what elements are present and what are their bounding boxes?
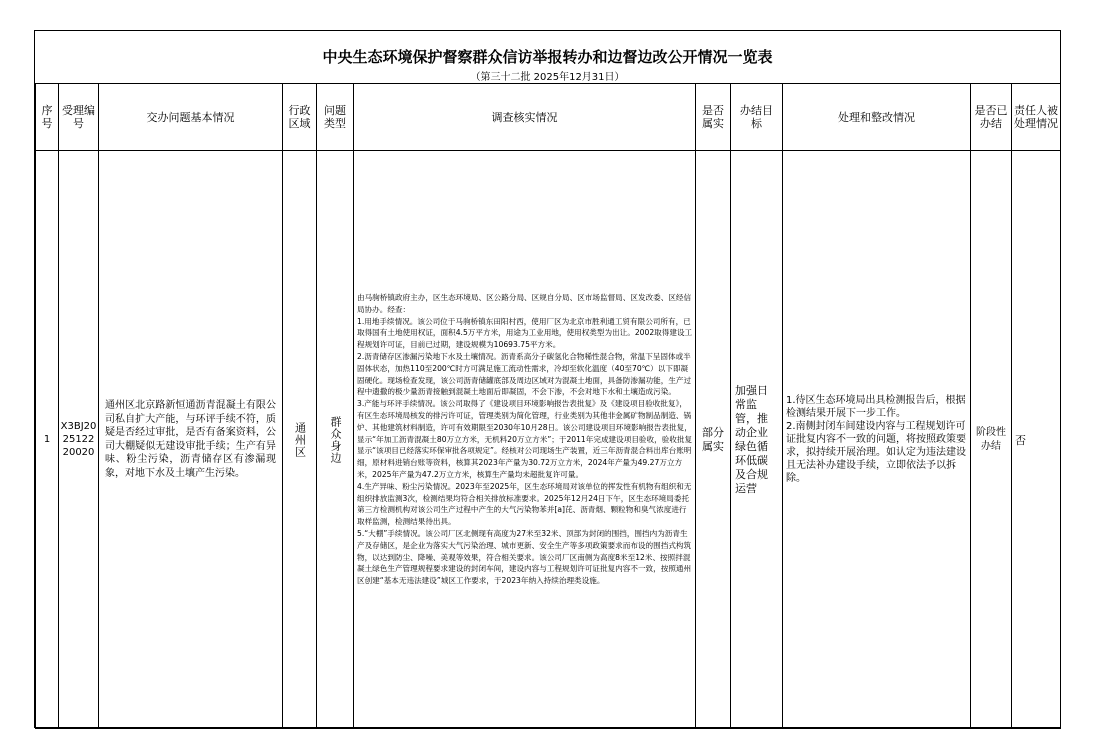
header-case-no: 受理编号	[59, 84, 99, 151]
header-district: 行政区域	[283, 84, 317, 151]
cell-district: 通州区	[283, 151, 317, 729]
investigation-paragraph: 4.生产异味、粉尘污染情况。2023年至2025年，区生态环境局对该单位的挥发性有机物有组织和无组织排放监测3次，检测结果均符合相关排放标准要求。2025年12月24日下午，区生态环境局委托第三方检测机构对该公司生产过程中产生的大气污染物苯并[a]芘、沥青烟、颗粒物和臭气浓度进行取样监测，检测结果待出具。	[357, 481, 692, 527]
cell-accountability: 否	[1012, 151, 1061, 729]
header-truthful: 是否属实	[696, 84, 731, 151]
title-block	[35, 31, 1060, 84]
table-header-row	[36, 84, 1061, 151]
cell-basic-info: 通州区北京路新恒通沥青混凝土有限公司私自扩大产能，与环评手续不符，质疑是否经过审批，是否有备案资料，公司大棚疑似无建设审批手续；生产有异味、粉尘污染，沥青储存区有渗漏现象，对地下水及土壤产生污染。	[99, 151, 283, 729]
cell-truthful: 部分属实	[696, 151, 731, 729]
investigation-paragraph: 由马驹桥镇政府主办，区生态环境局、区公路分局、区规自分局、区市场监督局、区发改委、区经信局协办。经查：	[357, 293, 692, 314]
handling-paragraph: 2.南侧封闭车间建设内容与工程规划许可证批复内容不一致的问题，将按照政策要求，拟持续开展治理。如认定为违法建设且无法补办建设手续，立即依法予以拆除。	[786, 421, 966, 484]
cell-goal: 加强日常监管，推动企业绿色循环低碳及合规运营	[731, 151, 783, 729]
table-row	[36, 151, 1061, 729]
header-investigation: 调查核实情况	[354, 84, 696, 151]
cell-issue-type: 群众身边	[317, 151, 354, 729]
handling-paragraph: 1.待区生态环境局出具检测报告后，根据检测结果开展下一步工作。	[786, 395, 966, 419]
header-issue-type: 问题类型	[317, 84, 354, 151]
investigation-text	[354, 292, 695, 587]
header-basic-info: 交办问题基本情况	[99, 84, 283, 151]
investigation-paragraph: 2.沥青储存区渗漏污染地下水及土壤情况。沥青系高分子碳氢化合物稀性混合物，常温下呈固体或半固体状态，加热110至200℃时方可满足施工流动性需求，冷却至软化温度（40至70℃）以下即凝固硬化。现场检查发现，该公司沥青储罐底部及周边区域对为混凝土地面，具备防渗漏功能，生产过程中遗撒的极少量沥青接触到混凝土地面后即凝固，不会下渗，不会对地下水和土壤造成污染。	[357, 352, 692, 397]
page-subtitle: （第三十二批 2025年12月31日）	[470, 72, 625, 83]
page-title: 中央生态环境保护督察群众信访举报转办和边督边改公开情况一览表	[322, 48, 773, 66]
cell-seq: 1	[36, 151, 59, 729]
cell-investigation	[354, 151, 696, 729]
header-goal: 办结目标	[731, 84, 783, 151]
document-sheet	[34, 30, 1061, 728]
investigation-paragraph: 3.产能与环评手续情况。该公司取得了《建设项目环境影响报告表批复》及《建设项目验收批复》，有区生态环境局核发的排污许可证，管理类别为简化管理，行业类别为其他非金属矿物制品制造、锅炉、其他建筑材料制造，许可有效期限至2030年10月28日。该公司建设项目环境影响报告表批复，显示“年加工沥青混凝土80万立方米，无机料20万立方米”；于2011年完成建设项目验收，验收批复显示“该项目已经落实环保审批各项规定”。经核对公司现场生产装置，近三年沥青混合料出库台账明细，原材料进销台账等资料，核算其2023年产量为30.72万立方米，2024年产量为49.27万立方米，2025年产量为47.2万立方米，核算生产量均未超批复许可量。	[357, 399, 693, 479]
header-seq: 序号	[36, 84, 59, 151]
investigation-paragraph: 5.“大棚”手续情况。该公司厂区北侧现有高度为27米至32米、顶部为封闭的围挡，围挡内为沥青生产及存储区，是企业为落实大气污染治理、城市更新、安全生产等多项政策要求而布设的围挡式构筑物，以达到防尘、降噪、美观等效果，符合相关要求。该公司厂区南侧为高度8米至12米、按照拌混凝土绿色生产管理规程要求建设的封闭车间，建设内容与工程规划许可证批复内容不一致，按照通州区创建“基本无违法建设”城区工作要求，于2023年纳入持续治理类设施。	[357, 528, 692, 586]
header-handling: 处理和整改情况	[783, 84, 971, 151]
handling-text	[783, 394, 970, 485]
header-completed: 是否已办结	[971, 84, 1012, 151]
header-accountability: 责任人被处理情况	[1012, 84, 1061, 151]
report-table	[35, 83, 1061, 729]
cell-case-no: X3BJ202512220020	[59, 151, 99, 729]
investigation-paragraph: 1.用地手续情况。该公司位于马驹桥镇东田阳村西，使用厂区为北京市胜利通工贸有限公司所有，已取得国有土地使用权证，面积4.5万平方米，用途为工业用地，使用权类型为出让。2002取得建设工程规划许可证，目前已过期，建设规模为10693.75平方米。	[357, 316, 693, 350]
cell-handling	[783, 151, 971, 729]
cell-completed: 阶段性办结	[971, 151, 1012, 729]
